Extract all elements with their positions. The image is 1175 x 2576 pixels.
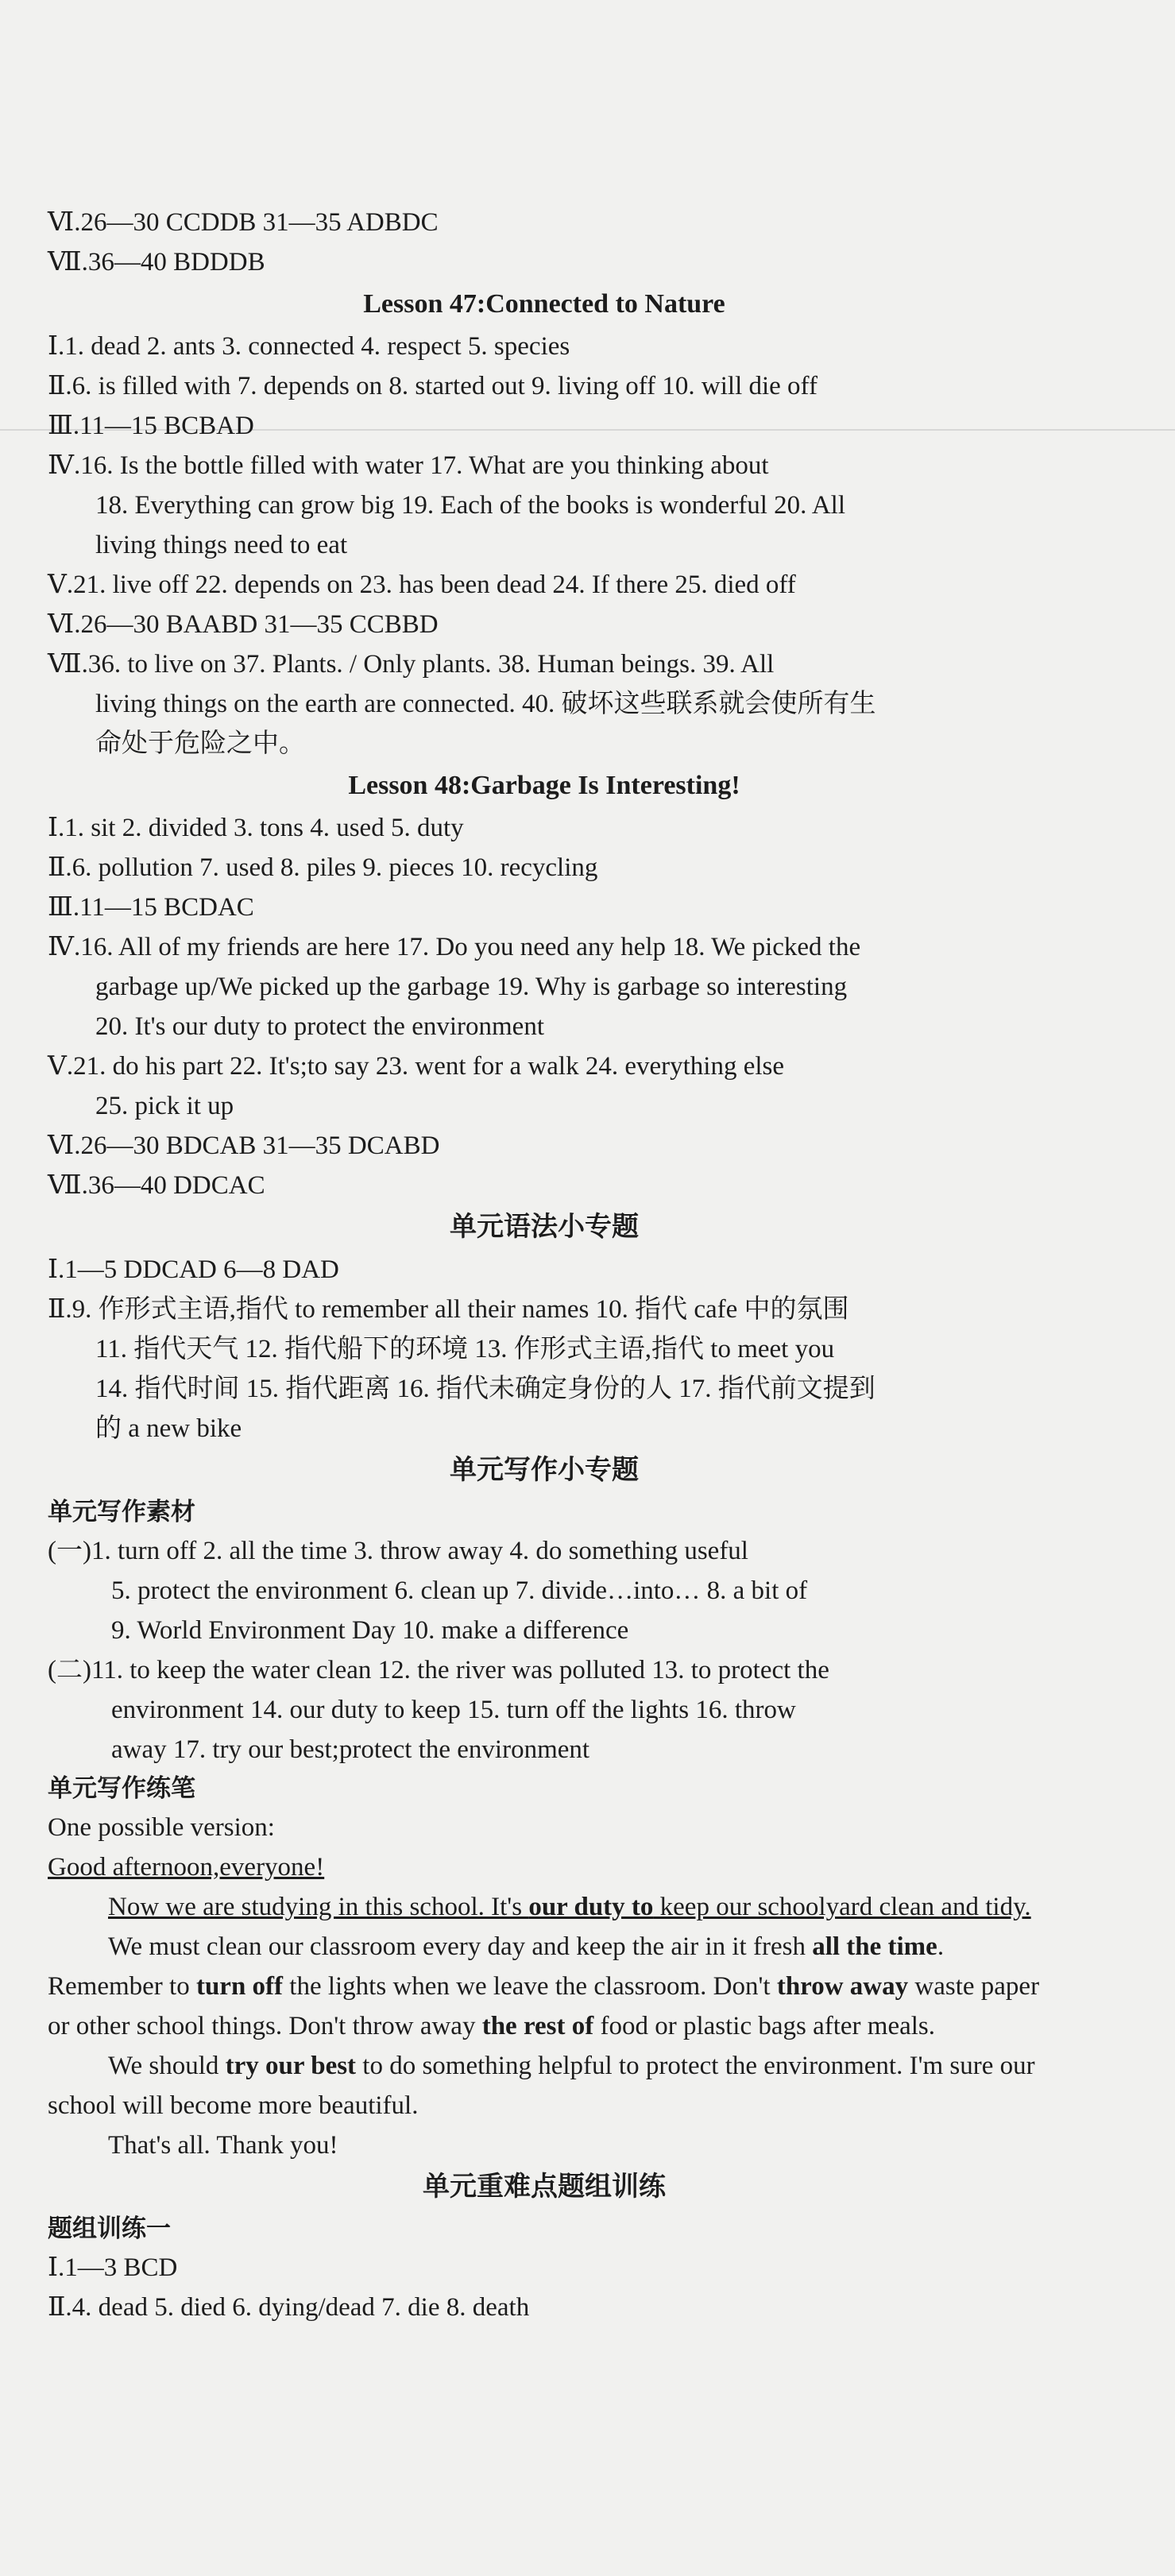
answer-line: Ⅰ.1. dead 2. ants 3. connected 4. respect 5. species (48, 332, 570, 361)
answer-line: Ⅴ.21. do his part 22. It's;to say 23. went for a walk 24. everything else (48, 1052, 785, 1081)
answer-line: 14. 指代时间 15. 指代距离 16. 指代未确定身份的人 17. 指代前文提到 (95, 1375, 875, 1403)
drill-group-title: 题组训练一 (48, 2214, 171, 2242)
answer-line: Ⅱ.6. is filled with 7. depends on 8. started out 9. living off 10. will die off (48, 372, 817, 400)
answer-line: Ⅵ.26—30 CCDDB 31—35 ADBDC (48, 208, 439, 237)
writing-topic-title: 单元写作小专题 (450, 1456, 639, 1485)
answer-line: Ⅶ.36. to live on 37. Plants. / Only plants. 38. Human beings. 39. All (48, 650, 775, 679)
answer-line: Ⅳ.16. All of my friends are here 17. Do you need any help 18. We picked the (48, 933, 861, 961)
grammar-topic-title: 单元语法小专题 (450, 1213, 639, 1242)
answer-line: living things on the earth are connected. 40. 破坏这些联系就会使所有生 (95, 690, 876, 718)
answer-line: Ⅱ.6. pollution 7. used 8. piles 9. pieces 10. recycling (48, 853, 598, 882)
answer-line: environment 14. our duty to keep 15. turn off the lights 16. throw (111, 1696, 796, 1724)
answer-line: 25. pick it up (95, 1092, 234, 1120)
answer-line: 的 a new bike (95, 1414, 242, 1443)
answer-line: Ⅵ.26—30 BDCAB 31—35 DCABD (48, 1131, 440, 1160)
answer-line: Ⅶ.36—40 BDDDB (48, 248, 265, 277)
answer-line: Ⅱ.4. dead 5. died 6. dying/dead 7. die 8. death (48, 2293, 530, 2322)
answer-line: 命处于危险之中。 (95, 729, 305, 758)
drill-title: 单元重难点题组训练 (423, 2172, 666, 2202)
answer-line: garbage up/We picked up the garbage 19. Why is garbage so interesting (95, 973, 848, 1001)
answer-line: living things need to eat (95, 531, 348, 559)
answer-line: Ⅲ.11—15 BCBAD (48, 412, 254, 440)
answer-line: (一)1. turn off 2. all the time 3. throw away 4. do something useful (48, 1537, 748, 1565)
answer-line: (二)11. to keep the water clean 12. the river was polluted 13. to protect the (48, 1656, 829, 1684)
essay-paragraph-3: We should try our best to do something helpful to protect the environment. I'm sure our school will become more beautiful. (48, 2052, 1035, 2120)
answer-line: Ⅶ.36—40 DDCAC (48, 1171, 265, 1200)
answer-line: 9. World Environment Day 10. make a difference (111, 1616, 629, 1645)
answer-line: Ⅳ.16. Is the bottle filled with water 17. What are you thinking about (48, 451, 769, 480)
answer-line: 11. 指代天气 12. 指代船下的环境 13. 作形式主语,指代 to meet you (95, 1335, 835, 1363)
answer-line: 5. protect the environment 6. clean up 7. divide…into… 8. a bit of (111, 1576, 808, 1605)
answer-line: Ⅴ.21. live off 22. depends on 23. has been dead 24. If there 25. died off (48, 571, 796, 599)
answer-line: away 17. try our best;protect the environment (111, 1735, 590, 1764)
answer-line: Ⅲ.11—15 BCDAC (48, 893, 254, 922)
essay-paragraph-2: We must clean our classroom every day and keep the air in it fresh all the time. Remember to turn off the lights when we leave the classroom. Don't throw away waste paper or other school things. Don't throw away the rest of food or plastic bags after meals. (48, 1932, 1040, 2040)
underlined-sentence: Now we are studying in this school. It's our duty to keep our schoolyard clean and tidy. (108, 1893, 1031, 1921)
answer-page (48, 203, 1041, 2327)
answer-line: Ⅰ.1—3 BCD (48, 2253, 178, 2282)
lesson-47-title: Lesson 47:Connected to Nature (363, 289, 725, 319)
writing-practice-title: 单元写作练笔 (48, 1774, 195, 1802)
answer-line: Ⅰ.1—5 DDCAD 6—8 DAD (48, 1255, 339, 1284)
greeting-text: Good afternoon,everyone! (48, 1853, 325, 1882)
essay-paragraph-1 (48, 1887, 1041, 1927)
answer-line: Ⅱ.9. 作形式主语,指代 to remember all their names 10. 指代 cafe 中的氛围 (48, 1295, 849, 1324)
writing-material-title: 单元写作素材 (48, 1498, 195, 1526)
answer-line: 18. Everything can grow big 19. Each of the books is wonderful 20. All (95, 491, 845, 520)
essay-greeting (48, 1847, 1041, 1887)
essay-closing: That's all. Thank you! (108, 2131, 338, 2160)
version-label: One possible version: (48, 1813, 275, 1842)
answer-line: Ⅵ.26—30 BAABD 31—35 CCBBD (48, 610, 439, 639)
lesson-48-title: Lesson 48:Garbage Is Interesting! (348, 771, 740, 800)
answer-line: Ⅰ.1. sit 2. divided 3. tons 4. used 5. duty (48, 814, 464, 842)
answer-line: 20. It's our duty to protect the environment (95, 1012, 544, 1041)
